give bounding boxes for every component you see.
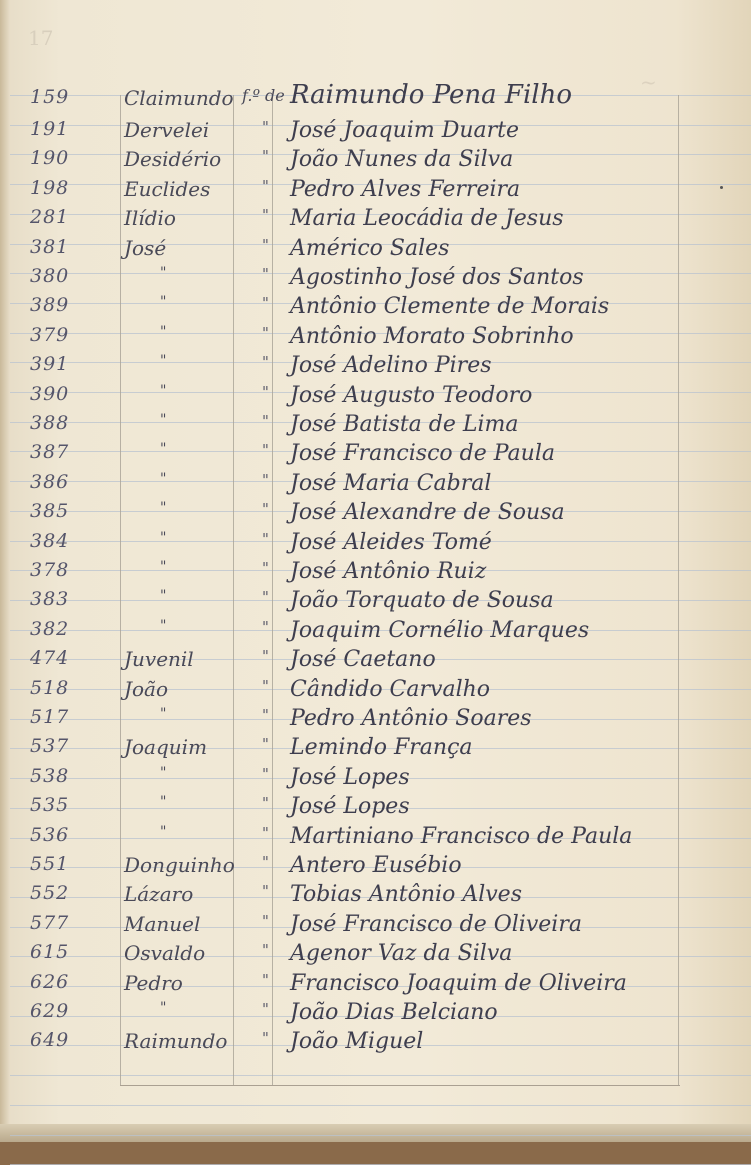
entry-given-name: Donguinho: [124, 853, 235, 877]
entry-row: [0, 853, 751, 883]
entry-given-name: ": [160, 617, 167, 634]
entry-number: 380: [30, 265, 70, 287]
ditto-mark: ": [262, 323, 269, 342]
end-line: [120, 1085, 680, 1086]
entry-given-name: Lázaro: [124, 882, 194, 907]
entry-number: 387: [30, 441, 70, 464]
entry-row: [0, 294, 751, 324]
entry-given-name: ": [160, 441, 167, 458]
ditto-mark: ": [262, 382, 269, 401]
entry-number: 391: [30, 353, 70, 376]
entry-row: [0, 118, 751, 148]
entry-row: [0, 824, 751, 854]
entry-father-name: José Caetano: [290, 647, 436, 673]
entry-number: 474: [30, 647, 70, 670]
entry-row: [0, 765, 751, 795]
entry-row: [0, 147, 751, 177]
entry-given-name: Claimundo: [124, 86, 234, 110]
ruled-line: [10, 1105, 751, 1106]
entry-given-name: Joaquim: [124, 735, 208, 760]
entry-father-name: José Antônio Ruiz: [290, 559, 487, 584]
ditto-mark: ": [262, 911, 269, 930]
entry-row: [0, 324, 751, 354]
entry-number: 626: [30, 970, 70, 993]
entry-row: [0, 265, 751, 295]
entry-given-name: Pedro: [124, 970, 183, 995]
ditto-mark: ": [262, 882, 269, 901]
entry-given-name: ": [160, 1000, 167, 1016]
entry-row: [0, 941, 751, 971]
entry-row: [0, 559, 751, 589]
entry-given-name: Euclides: [124, 176, 211, 201]
ditto-mark: ": [262, 676, 269, 695]
entry-row: [0, 177, 751, 207]
entry-number: 649: [30, 1029, 70, 1052]
entry-row: [0, 647, 751, 677]
entry-number: 551: [30, 853, 70, 875]
entry-number: 536: [30, 823, 70, 846]
entry-father-name: José Augusto Teodoro: [290, 382, 533, 408]
entry-given-name: ": [160, 265, 167, 281]
entry-father-name: José Aleides Tomé: [290, 529, 492, 555]
entry-given-name: ": [160, 529, 167, 546]
entry-given-name: ": [160, 323, 167, 340]
page-number: 17: [28, 26, 54, 50]
entry-given-name: Raimundo: [124, 1029, 228, 1054]
entry-given-name: ": [160, 382, 167, 399]
ditto-mark: ": [262, 235, 269, 254]
entry-relation: f.º de: [242, 86, 285, 105]
entry-father-name: José Alexandre de Sousa: [290, 500, 565, 526]
entry-father-name: João Miguel: [290, 1029, 424, 1055]
ditto-mark: ": [262, 500, 269, 519]
entry-number: 388: [30, 412, 70, 434]
entry-number: 390: [30, 382, 70, 405]
entry-father-name: Raimundo Pena Filho: [290, 80, 572, 110]
entry-father-name: João Torquato de Sousa: [290, 588, 554, 614]
entry-number: 378: [30, 559, 70, 581]
entry-father-name: Tobias Antônio Alves: [290, 882, 522, 908]
entry-father-name: Joaquim Cornélio Marques: [290, 617, 590, 643]
entry-given-name: Desidério: [124, 147, 222, 172]
ditto-mark: ": [262, 441, 269, 460]
entry-given-name: ": [160, 794, 167, 811]
entry-number: 381: [30, 235, 70, 258]
entry-row: [0, 530, 751, 560]
entry-father-name: Lemindo França: [290, 735, 473, 761]
entry-father-name: Francisco Joaquim de Oliveira: [290, 970, 627, 996]
entry-given-name: Osvaldo: [124, 941, 206, 966]
ditto-mark: ": [262, 941, 269, 960]
entry-number: 389: [30, 294, 70, 317]
entry-row: [0, 1000, 751, 1030]
page-bottom-edge: [0, 1124, 751, 1142]
entry-given-name: Juvenil: [124, 647, 194, 672]
entry-number: 535: [30, 794, 70, 817]
ditto-mark: ": [262, 588, 269, 607]
entry-given-name: ": [160, 353, 167, 370]
ditto-mark: ": [262, 853, 269, 871]
entry-row: [0, 383, 751, 413]
ditto-mark: ": [262, 1029, 269, 1048]
entry-number: 384: [30, 529, 70, 552]
ditto-mark: ": [262, 118, 269, 136]
entry-number: 159: [30, 86, 70, 108]
entry-number: 191: [30, 118, 70, 140]
entry-given-name: ": [160, 588, 167, 605]
entry-row: [0, 618, 751, 648]
ditto-mark: ": [262, 206, 269, 225]
ditto-mark: ": [262, 147, 269, 166]
entry-father-name: Martiniano Francisco de Paula: [290, 823, 633, 849]
entry-number: 385: [30, 500, 70, 523]
entry-given-name: ": [160, 559, 167, 575]
entry-number: 198: [30, 176, 70, 199]
entry-father-name: Antônio Morato Sobrinho: [290, 323, 574, 349]
entry-row: [0, 206, 751, 236]
entry-father-name: Agostinho José dos Santos: [290, 265, 584, 290]
entry-number: 577: [30, 911, 70, 934]
entry-given-name: Manuel: [124, 911, 201, 936]
entry-row: [0, 882, 751, 912]
ditto-mark: ": [262, 176, 269, 195]
entry-row: [0, 236, 751, 266]
entry-number: 518: [30, 676, 70, 699]
entry-father-name: João Nunes da Silva: [290, 147, 514, 173]
entry-father-name: José Maria Cabral: [290, 470, 492, 496]
entry-given-name: ": [160, 470, 167, 487]
entry-row: [0, 588, 751, 618]
entry-father-name: José Batista de Lima: [290, 412, 519, 437]
entry-number: 538: [30, 764, 70, 787]
entry-father-name: Pedro Alves Ferreira: [290, 176, 521, 202]
ditto-mark: ": [262, 706, 269, 724]
entry-row: [0, 441, 751, 471]
entry-row: [0, 971, 751, 1001]
entry-given-name: ": [160, 500, 167, 517]
entry-father-name: José Lopes: [290, 794, 410, 820]
entry-given-name: ": [160, 764, 167, 781]
ruled-line: [10, 1135, 751, 1136]
entry-row: [0, 912, 751, 942]
ditto-mark: ": [262, 617, 269, 636]
entry-father-name: José Lopes: [290, 764, 410, 790]
entry-given-name: Dervelei: [124, 118, 210, 142]
entry-father-name: José Francisco de Paula: [290, 441, 555, 467]
entry-number: 281: [30, 206, 70, 229]
ditto-mark: ": [262, 970, 269, 989]
entry-number: 382: [30, 617, 70, 640]
entry-row: [0, 706, 751, 736]
ditto-mark: ": [262, 559, 269, 577]
entry-given-name: ": [160, 412, 167, 428]
entry-father-name: João Dias Belciano: [290, 1000, 498, 1025]
entry-number: 517: [30, 706, 70, 728]
entry-number: 386: [30, 470, 70, 493]
ditto-mark: ": [262, 529, 269, 548]
ditto-mark: ": [262, 764, 269, 783]
entry-row: [0, 412, 751, 442]
entry-row: [0, 471, 751, 501]
entry-father-name: Maria Leocádia de Jesus: [290, 206, 564, 232]
entry-number: 190: [30, 147, 70, 170]
ditto-mark: ": [262, 823, 269, 842]
ditto-mark: ": [262, 353, 269, 372]
ditto-mark: ": [262, 735, 269, 754]
entry-row: [0, 794, 751, 824]
entry-father-name: Antônio Clemente de Morais: [290, 294, 610, 320]
ditto-mark: ": [262, 470, 269, 489]
ruled-line: [10, 1075, 751, 1076]
entry-father-name: José Francisco de Oliveira: [290, 911, 582, 937]
entry-father-name: Antero Eusébio: [290, 853, 462, 878]
ditto-mark: ": [262, 265, 269, 283]
entry-row: [0, 677, 751, 707]
entry-father-name: José Joaquim Duarte: [290, 118, 519, 143]
entry-number: 629: [30, 1000, 70, 1022]
entry-number: 537: [30, 735, 70, 758]
ditto-mark: ": [262, 794, 269, 813]
ditto-mark: ": [262, 647, 269, 666]
entry-row: [0, 500, 751, 530]
ditto-mark: ": [262, 1000, 269, 1018]
entry-given-name: José: [124, 235, 167, 260]
ditto-mark: ": [262, 412, 269, 430]
entry-number: 379: [30, 323, 70, 346]
entry-row: [0, 735, 751, 765]
entry-father-name: Agenor Vaz da Silva: [290, 941, 513, 967]
entry-father-name: Américo Sales: [290, 235, 450, 261]
entry-row: [0, 1029, 751, 1059]
entry-father-name: José Adelino Pires: [290, 353, 492, 379]
entry-given-name: ": [160, 294, 167, 311]
entry-number: 552: [30, 882, 70, 905]
bleed-through-text: ~: [640, 70, 657, 94]
entry-given-name: ": [160, 706, 167, 722]
ditto-mark: ": [262, 294, 269, 313]
entry-row: [0, 80, 751, 116]
entry-number: 615: [30, 941, 70, 964]
entry-row: [0, 353, 751, 383]
entry-given-name: João: [124, 676, 169, 701]
entry-given-name: Ilídio: [124, 206, 176, 231]
entry-father-name: Pedro Antônio Soares: [290, 706, 532, 731]
entry-number: 383: [30, 588, 70, 611]
entry-father-name: Cândido Carvalho: [290, 676, 491, 702]
entry-given-name: ": [160, 823, 167, 840]
